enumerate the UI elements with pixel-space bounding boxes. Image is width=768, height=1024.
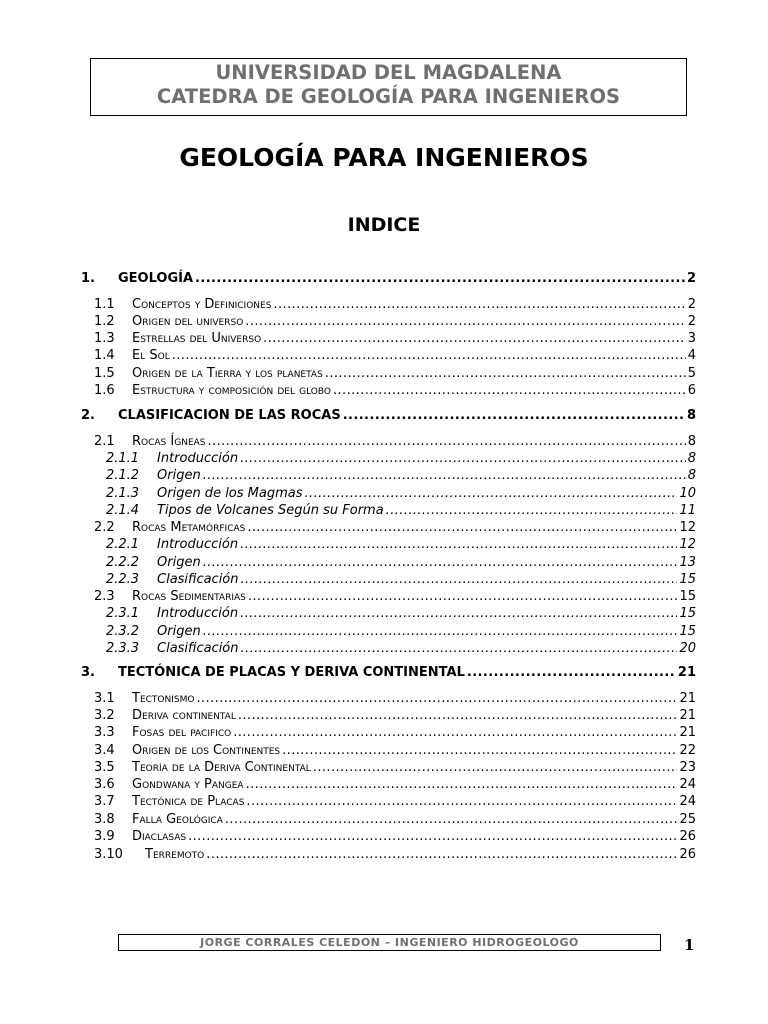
- toc-entry-label: CLASIFICACION DE LAS ROCAS: [118, 408, 341, 423]
- toc-dot-leader: [240, 451, 686, 466]
- toc-entry-page: 10: [679, 486, 696, 501]
- toc-entry-number: 2.3.3: [106, 641, 140, 656]
- toc-entry[interactable]: [94, 520, 696, 538]
- toc-entry-page: 26: [679, 829, 696, 844]
- toc-entry-page: 2: [687, 297, 696, 312]
- toc-entry-page: 5: [687, 366, 696, 381]
- toc-dot-leader: [247, 520, 677, 535]
- toc-entry-label: Rocas Sedimentarias: [132, 589, 246, 604]
- toc-entry-number: 1.: [81, 271, 95, 286]
- toc-entry-number: 1.3: [94, 331, 115, 346]
- toc-entry-page: 25: [679, 812, 696, 827]
- toc-dot-leader: [196, 691, 677, 706]
- toc-entry[interactable]: [106, 486, 696, 504]
- toc-entry-label: Origen del universo: [132, 314, 244, 329]
- toc-entry-number: 2.3: [94, 589, 115, 604]
- toc-entry-label: Origen de la Tierra y los planetas: [132, 366, 323, 381]
- toc-entry[interactable]: [81, 408, 696, 426]
- toc-entry-label: Teoría de la Deriva Continental: [132, 760, 311, 775]
- toc-entry-page: 12: [679, 537, 696, 552]
- toc-entry-label: El Sol: [132, 348, 170, 363]
- toc-dot-leader: [386, 503, 678, 518]
- toc-entry-page: 22: [679, 743, 696, 758]
- toc-dot-leader: [208, 434, 686, 449]
- toc-entry-page: 21: [679, 725, 696, 740]
- toc-entry-number: 2.2.1: [106, 537, 140, 552]
- toc-entry-number: 3.4: [94, 743, 115, 758]
- toc-entry-label: Origen: [157, 624, 201, 639]
- toc-entry-label: Clasificación: [157, 641, 239, 656]
- toc-dot-leader: [333, 383, 686, 398]
- toc-entry-number: 2.3.1: [106, 606, 140, 621]
- toc-entry-page: 8: [687, 468, 696, 483]
- toc-entry-label: Terremoto: [145, 847, 205, 862]
- toc-dot-leader: [467, 665, 676, 680]
- toc-entry-label: Rocas Metamórficas: [132, 520, 246, 535]
- toc-entry-page: 21: [679, 691, 696, 706]
- toc-entry-label: Rocas Ígneas: [132, 434, 206, 449]
- toc-dot-leader: [238, 708, 678, 723]
- toc-entry-page: 21: [679, 708, 696, 723]
- toc-entry-number: 2.: [81, 408, 95, 423]
- toc-entry[interactable]: [94, 743, 696, 761]
- toc-entry-number: 2.1.2: [106, 468, 140, 483]
- toc-entry-number: 3.5: [94, 760, 115, 775]
- toc-entry-label: Tectónica de Placas: [132, 794, 245, 809]
- toc-entry-page: 23: [679, 760, 696, 775]
- toc-entry-label: Deriva continental: [132, 708, 236, 723]
- toc-entry[interactable]: [106, 624, 696, 642]
- toc-dot-leader: [188, 829, 677, 844]
- toc-entry-page: 15: [679, 624, 696, 639]
- toc-entry-number: 2.1: [94, 434, 115, 449]
- toc-dot-leader: [233, 725, 677, 740]
- toc-entry[interactable]: [81, 271, 696, 289]
- toc-entry[interactable]: [94, 691, 696, 709]
- toc-entry-label: Introducción: [157, 537, 239, 552]
- toc-entry-page: 4: [687, 348, 696, 363]
- toc-entry-number: 3.6: [94, 777, 115, 792]
- toc-entry-label: Introducción: [157, 451, 239, 466]
- toc-entry-label: Conceptos y Definiciones: [132, 297, 272, 312]
- toc-entry[interactable]: [94, 760, 696, 778]
- toc-entry-page: 8: [687, 451, 696, 466]
- toc-entry[interactable]: [81, 665, 696, 683]
- toc-entry[interactable]: [94, 297, 696, 315]
- toc-dot-leader: [203, 468, 686, 483]
- toc-entry-page: 2: [687, 314, 696, 329]
- toc-entry[interactable]: [106, 641, 696, 659]
- toc-entry-page: 13: [679, 555, 696, 570]
- university-name: UNIVERSIDAD DEL MAGDALENA: [215, 61, 562, 84]
- toc-entry-page: 12: [679, 520, 696, 535]
- toc-entry-label: Estrellas del Universo: [132, 331, 262, 346]
- toc-dot-leader: [241, 641, 678, 656]
- toc-entry-number: 3.1: [94, 691, 115, 706]
- toc-entry-page: 6: [687, 383, 696, 398]
- toc-entry-number: 3.9: [94, 829, 115, 844]
- toc-entry-page: 15: [679, 606, 696, 621]
- toc-entry-page: 24: [679, 794, 696, 809]
- toc-entry-number: 2.2.3: [106, 572, 140, 587]
- toc-dot-leader: [305, 486, 678, 501]
- toc-entry-number: 3.8: [94, 812, 115, 827]
- toc-entry[interactable]: [94, 348, 696, 366]
- toc-entry[interactable]: [94, 314, 696, 332]
- toc-entry-page: 15: [679, 589, 696, 604]
- toc-entry-label: Fosas del pacifico: [132, 725, 232, 740]
- toc-entry-label: Origen de los Magmas: [157, 486, 303, 501]
- toc-entry-page: 15: [679, 572, 696, 587]
- toc-entry-number: 1.1: [94, 297, 115, 312]
- footer-author: JORGE CORRALES CELEDON – INGENIERO HIDROGEOLOGO: [118, 934, 661, 951]
- toc-entry-label: Tectonismo: [132, 691, 195, 706]
- toc-entry[interactable]: [94, 812, 696, 830]
- toc-dot-leader: [248, 589, 678, 604]
- toc-entry[interactable]: [106, 555, 696, 573]
- toc-entry[interactable]: [94, 383, 696, 401]
- toc-dot-leader: [203, 555, 678, 570]
- toc-dot-leader: [263, 331, 686, 346]
- toc-entry-number: 3.3: [94, 725, 115, 740]
- toc-entry[interactable]: [94, 366, 696, 384]
- toc-entry-label: Gondwana y Pangea: [132, 777, 244, 792]
- toc-dot-leader: [325, 366, 686, 381]
- toc-entry-label: Tipos de Volcanes Según su Forma: [157, 503, 384, 518]
- toc-entry-number: 1.5: [94, 366, 115, 381]
- toc-entry-label: Origen: [157, 468, 201, 483]
- toc-entry-number: 3.7: [94, 794, 115, 809]
- page-number: 1: [684, 936, 695, 954]
- toc-entry-label: Falla Geológica: [132, 812, 223, 827]
- toc-entry[interactable]: [106, 468, 696, 486]
- document-title: GEOLOGÍA PARA INGENIEROS: [179, 143, 589, 172]
- toc-entry-page: 21: [677, 665, 696, 680]
- toc-entry-page: 8: [687, 434, 696, 449]
- toc-entry[interactable]: [94, 794, 696, 812]
- toc-entry-label: Estructura y composición del globo: [132, 383, 331, 398]
- index-heading: INDICE: [347, 214, 421, 236]
- toc-entry-number: 2.2.2: [106, 555, 140, 570]
- toc-dot-leader: [172, 348, 686, 363]
- toc-dot-leader: [241, 572, 678, 587]
- toc-entry-number: 1.6: [94, 383, 115, 398]
- toc-entry-page: 11: [679, 503, 696, 518]
- toc-entry-number: 2.3.2: [106, 624, 140, 639]
- toc-entry-page: 24: [679, 777, 696, 792]
- toc-dot-leader: [343, 408, 685, 423]
- toc-entry[interactable]: [106, 451, 696, 469]
- toc-dot-leader: [313, 760, 678, 775]
- toc-entry-page: 26: [679, 847, 696, 862]
- toc-dot-leader: [245, 314, 685, 329]
- toc-entry[interactable]: [106, 606, 696, 624]
- toc-entry-number: 3.2: [94, 708, 115, 723]
- toc-entry-label: Introducción: [157, 606, 239, 621]
- toc-entry-number: 2.1.4: [106, 503, 140, 518]
- toc-entry[interactable]: [106, 537, 696, 555]
- toc-dot-leader: [203, 624, 678, 639]
- toc-entry-label: Origen: [157, 555, 201, 570]
- toc-entry[interactable]: [94, 725, 696, 743]
- toc-entry[interactable]: [94, 434, 696, 452]
- toc-entry-number: 2.1.1: [106, 451, 140, 466]
- toc-entry-number: 1.4: [94, 348, 115, 363]
- toc-entry[interactable]: [106, 503, 696, 521]
- toc-dot-leader: [282, 743, 677, 758]
- toc-entry-page: 2: [686, 271, 696, 286]
- toc-entry-number: 3.10: [94, 847, 123, 862]
- toc-entry[interactable]: [94, 708, 696, 726]
- toc-entry-number: 2.2: [94, 520, 115, 535]
- toc-entry[interactable]: [106, 572, 696, 590]
- toc-entry[interactable]: [94, 829, 696, 847]
- toc-entry[interactable]: [94, 331, 696, 349]
- toc-entry-label: Diaclasas: [132, 829, 187, 844]
- toc-entry-label: Origen de los Continentes: [132, 743, 281, 758]
- toc-dot-leader: [240, 537, 677, 552]
- toc-dot-leader: [240, 606, 677, 621]
- toc-entry-page: 3: [687, 331, 696, 346]
- toc-entry-label: TECTÓNICA DE PLACAS Y DERIVA CONTINENTAL: [118, 665, 465, 680]
- toc-entry-number: 3.: [81, 665, 95, 680]
- toc-dot-leader: [273, 297, 685, 312]
- toc-entry-page: 8: [686, 408, 696, 423]
- toc-entry-label: Clasificación: [157, 572, 239, 587]
- toc-dot-leader: [195, 271, 685, 286]
- toc-dot-leader: [246, 777, 678, 792]
- department-name: CATEDRA DE GEOLOGÍA PARA INGENIEROS: [156, 85, 621, 108]
- toc-entry[interactable]: [94, 777, 696, 795]
- toc-entry-label: GEOLOGÍA: [118, 271, 194, 286]
- toc-dot-leader: [225, 812, 678, 827]
- toc-entry[interactable]: [94, 589, 696, 607]
- toc-entry-number: 1.2: [94, 314, 115, 329]
- toc-entry-page: 20: [679, 641, 696, 656]
- toc-dot-leader: [246, 794, 677, 809]
- toc-entry-number: 2.1.3: [106, 486, 140, 501]
- toc-entry[interactable]: [94, 847, 696, 865]
- toc-dot-leader: [206, 847, 677, 862]
